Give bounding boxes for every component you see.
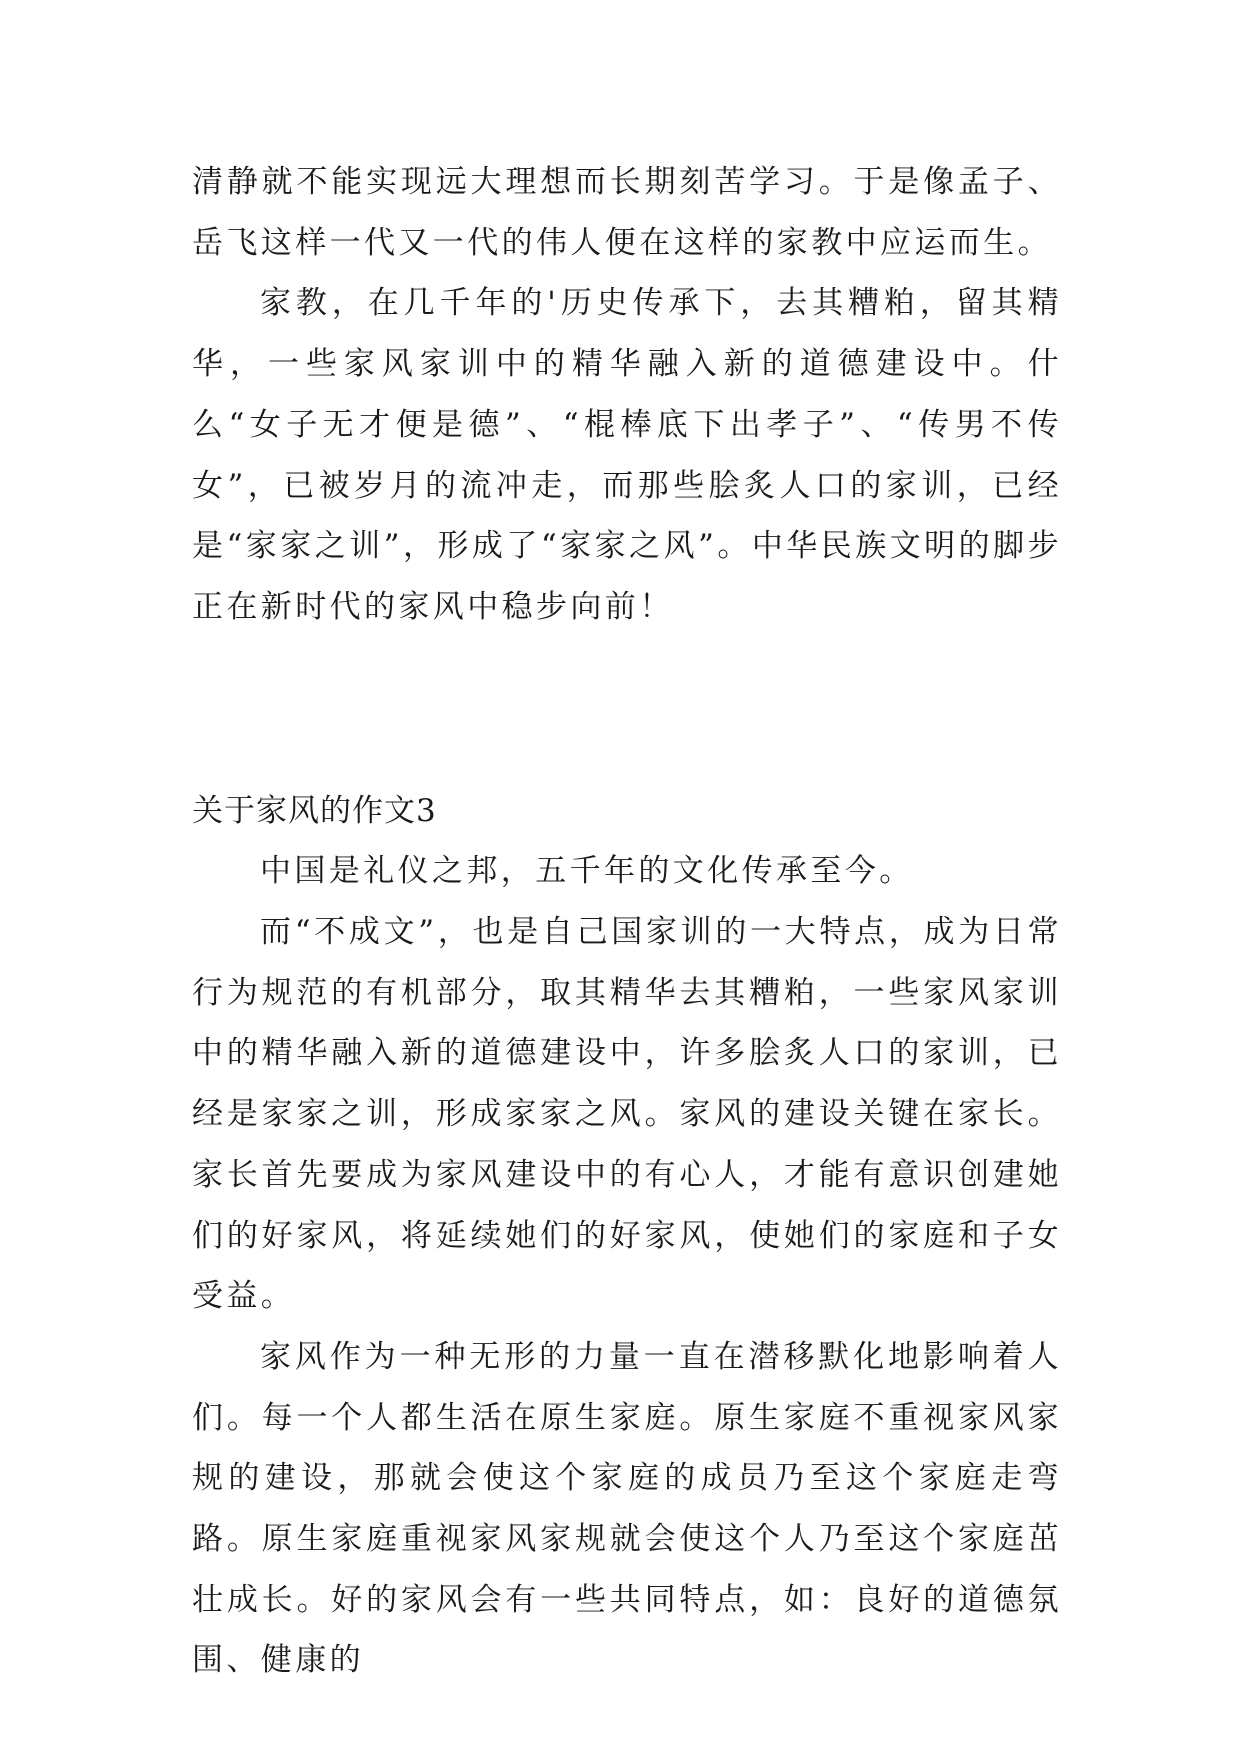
essay-title: 关于家风的作文3 xyxy=(192,792,437,829)
paragraph-unwritten-rules: 而“不成文”，也是自己国家训的一大特点，成为日常行为规范的有机部分，取其精华去其糟粕，一些家风家训中的精华融入新的道德建设中，许多脍炙人口的家训，已经是家家之训，形成家家之风。家风的建设关键在家长。家长首先要成为家风建设中的有心人，才能有意识创建她们的好家风，将延续她们的好家风，使她们的家庭和子女受益。 xyxy=(192,914,1062,1315)
paragraph-continued: 清静就不能实现远大理想而长期刻苦学习。于是像孟子、岳飞这样一代又一代的伟人便在这样的家教中应运而生。 xyxy=(192,164,1062,261)
section-spacer xyxy=(192,638,1062,781)
paragraph-family-education: 家教，在几千年的'历史传承下，去其糟粕，留其精华，一些家风家训中的精华融入新的道德建设中。什么“女子无才便是德”、“棍棒底下出孝子”、“传男不传女”，已被岁月的流冲走，而那些脍炙人口的家训，已经是“家家之训”，形成了“家家之风”。中华民族文明的脚步正在新时代的家风中稳步向前！ xyxy=(192,285,1062,625)
paragraph-invisible-force: 家风作为一种无形的力量一直在潜移默化地影响着人们。每一个人都生活在原生家庭。原生家庭不重视家风家规的建设，那就会使这个家庭的成员乃至这个家庭走弯路。原生家庭重视家风家规就会使这个人乃至这个家庭茁壮成长。好的家风会有一些共同特点，如：良好的道德氛围、健康的 xyxy=(192,1338,1062,1679)
paragraph-intro: 中国是礼仪之邦，五千年的文化传承至今。 xyxy=(260,853,914,890)
document-body xyxy=(192,152,1062,1691)
